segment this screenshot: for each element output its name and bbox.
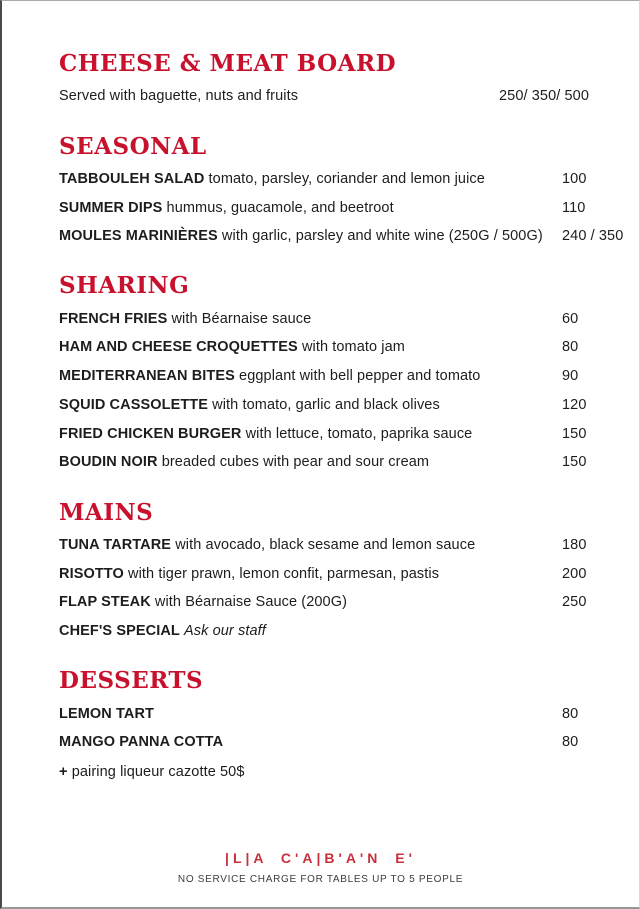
item-name: MOULES MARINIÈRES (59, 228, 218, 245)
item-description: eggplant with bell pepper and tomato (234, 368, 481, 385)
item-price: 250 (562, 594, 587, 611)
item-price: 120 (562, 396, 587, 413)
item-description: breaded cubes with pear and sour cream (157, 454, 430, 471)
footer-note: NO SERVICE CHARGE FOR TABLES UP TO 5 PEOPLE (177, 874, 464, 885)
menu-sections (59, 134, 624, 751)
pairing-plus: + (59, 763, 68, 780)
menu-item-row (59, 369, 624, 384)
item-price: 150 (562, 425, 587, 442)
menu-item-row (59, 172, 624, 187)
menu-item-row (59, 427, 624, 442)
pairing-text: pairing liqueur cazotte 50$ (71, 763, 245, 780)
item-price: 60 (562, 310, 579, 327)
item-name: CHEF'S SPECIAL (59, 623, 180, 640)
menu-section (59, 273, 624, 470)
menu-item-row (59, 735, 624, 750)
section-title: SHARING (59, 272, 190, 300)
menu-item-row (59, 398, 624, 413)
pairing-note (59, 764, 624, 780)
menu-item-row (59, 229, 624, 244)
menu-content (2, 1, 639, 780)
item-name: TUNA TARTARE (59, 536, 172, 553)
item-text (59, 595, 562, 610)
item-price: 250/ 350/ 500 (499, 88, 589, 105)
item-price: 200 (562, 565, 587, 582)
menu-item-row (59, 707, 624, 722)
item-text (59, 229, 562, 244)
section-title: DESSERTS (59, 667, 204, 695)
section-title: CHEESE & MEAT BOARD (59, 50, 397, 77)
item-name: MEDITERRANEAN BITES (59, 368, 235, 385)
item-description: with avocado, black sesame and lemon sauce (171, 536, 476, 553)
menu-section (59, 134, 624, 245)
section-title: MAINS (59, 498, 154, 526)
item-name: SQUID CASSOLETTE (59, 396, 209, 413)
item-description: with tiger prawn, lemon confit, parmesan, pastis (123, 565, 440, 582)
menu-item-row (59, 201, 624, 216)
item-description: Ask our staff (179, 623, 266, 640)
menu-item-row (59, 538, 624, 553)
menu-item-row (59, 595, 624, 610)
item-name: TABBOULEH SALAD (59, 170, 205, 187)
menu-item-row (59, 312, 624, 327)
item-description: with Béarnaise Sauce (200G) (150, 594, 348, 611)
item-price: 240 / 350 (562, 228, 624, 245)
item-text (59, 624, 562, 639)
section-items (59, 312, 624, 471)
section-items (59, 707, 624, 751)
item-text (59, 538, 562, 553)
item-name: FRENCH FRIES (59, 310, 168, 327)
item-name: FRIED CHICKEN BURGER (59, 425, 242, 442)
section-items (59, 172, 624, 245)
item-price: 100 (562, 170, 587, 187)
section-title: SEASONAL (59, 132, 207, 160)
item-description: hummus, guacamole, and beetroot (162, 199, 394, 216)
menu-section (59, 668, 624, 750)
menu-section (59, 500, 624, 640)
menu-item-row (59, 624, 624, 639)
item-description: Served with baguette, nuts and fruits (59, 88, 299, 105)
item-text (59, 369, 562, 384)
item-description: with Béarnaise sauce (167, 310, 312, 327)
item-text (59, 89, 306, 104)
item-text (59, 201, 562, 216)
item-description: with lettuce, tomato, paprika sauce (241, 425, 473, 442)
item-price: 180 (562, 536, 587, 553)
menu-item-row (59, 455, 624, 470)
item-price: 90 (562, 368, 579, 385)
footer (2, 850, 639, 885)
menu-item-row (59, 89, 624, 104)
item-text (59, 455, 562, 470)
item-text (59, 398, 562, 413)
item-text (59, 340, 562, 355)
menu-item-row (59, 567, 624, 582)
item-description: tomato, parsley, coriander and lemon juice (204, 170, 485, 187)
item-price: 80 (562, 705, 579, 722)
item-description: with tomato jam (297, 339, 405, 356)
item-text (59, 172, 562, 187)
item-name: SUMMER DIPS (59, 199, 163, 216)
item-description: with garlic, parsley and white wine (250G / 500G) (217, 228, 543, 245)
item-price: 80 (562, 734, 579, 751)
item-text (59, 735, 562, 750)
item-name: LEMON TART (59, 705, 154, 722)
item-text (59, 707, 562, 722)
item-price: 150 (562, 454, 587, 471)
item-price: 80 (562, 339, 579, 356)
menu-item-row (59, 340, 624, 355)
item-text (59, 427, 562, 442)
item-name: RISOTTO (59, 565, 124, 582)
section-cheese-meat-board (59, 51, 624, 105)
item-text (59, 567, 562, 582)
item-name: HAM AND CHEESE CROQUETTES (59, 339, 298, 356)
item-name: FLAP STEAK (59, 594, 151, 611)
item-description: with tomato, garlic and black olives (208, 396, 440, 413)
section-items (59, 538, 624, 639)
item-price: 110 (562, 199, 586, 216)
item-name: MANGO PANNA COTTA (59, 734, 224, 751)
item-name: BOUDIN NOIR (59, 454, 158, 471)
la-cabane-logo: |L|A C'A|B'A'N E' (225, 850, 416, 866)
item-text (59, 312, 562, 327)
